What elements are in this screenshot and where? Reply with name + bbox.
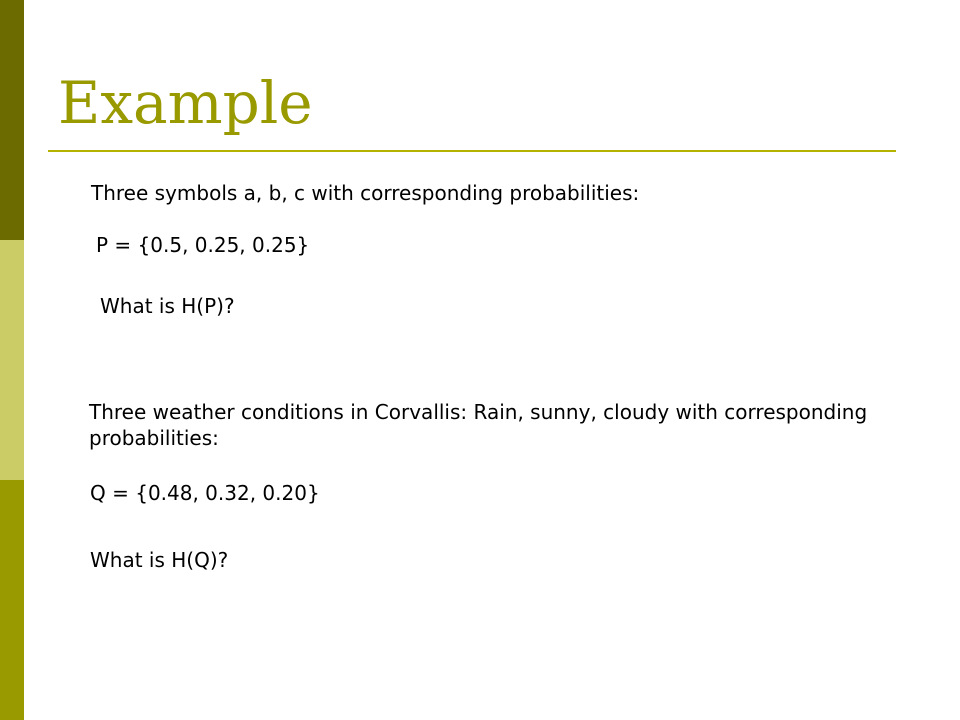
- question-h-q: What is H(Q)?: [90, 548, 229, 572]
- q-distribution: Q = {0.48, 0.32, 0.20}: [90, 481, 320, 505]
- title-underline: [48, 150, 896, 152]
- question-h-p: What is H(P)?: [100, 294, 235, 318]
- symbols-description: Three symbols a, b, c with corresponding probabilities:: [91, 181, 640, 205]
- p-distribution: P = {0.5, 0.25, 0.25}: [96, 233, 310, 257]
- side-band-top: [0, 0, 24, 240]
- weather-description: Three weather conditions in Corvallis: Rain, sunny, cloudy with corresponding probabilities:: [89, 400, 868, 450]
- side-band-middle: [0, 240, 24, 480]
- slide-title: Example: [58, 69, 313, 137]
- side-band-bottom: [0, 480, 24, 720]
